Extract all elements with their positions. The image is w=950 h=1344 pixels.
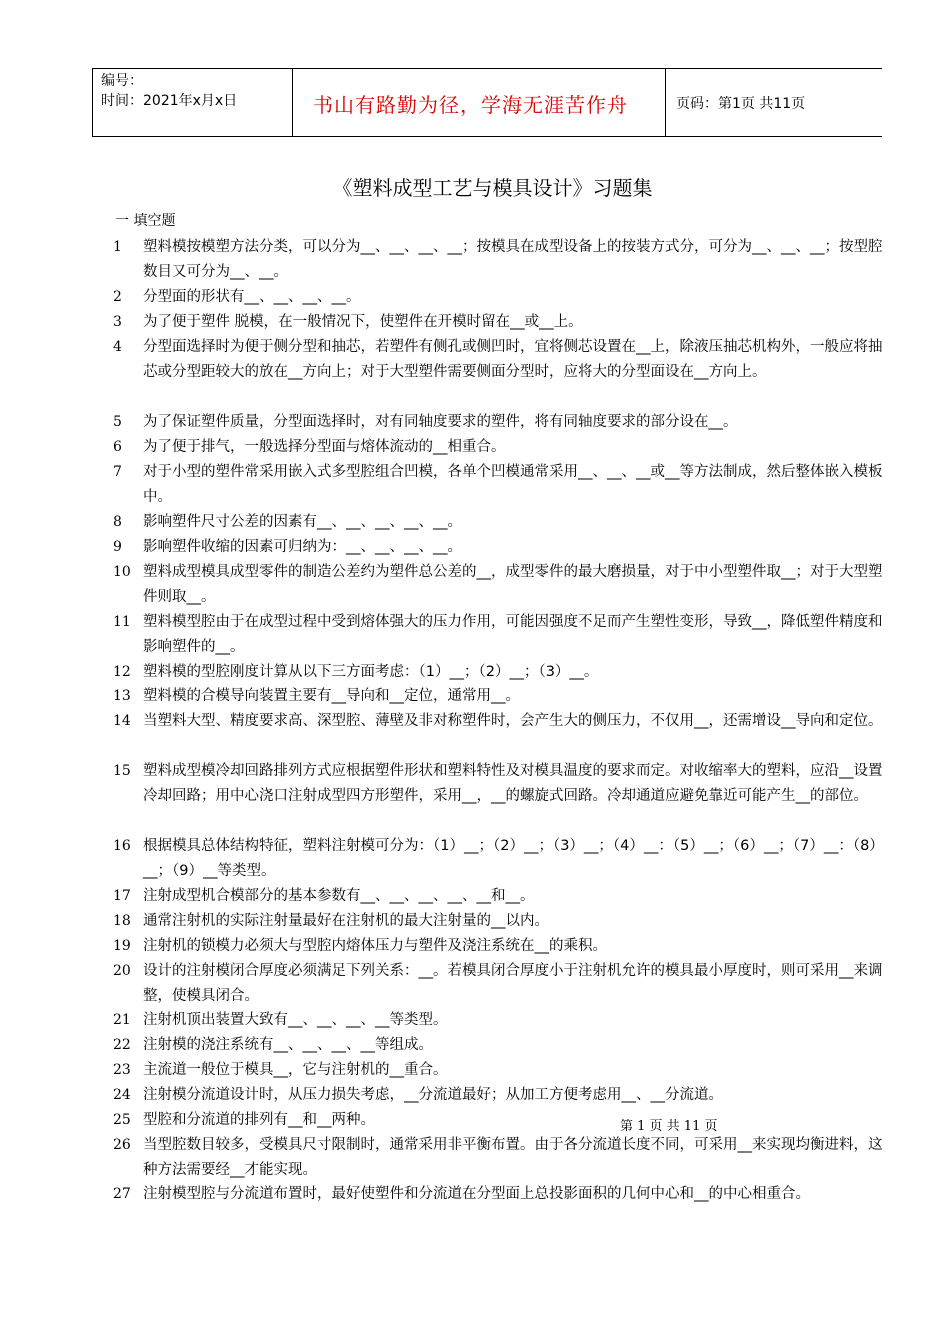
header-motto-cell: [293, 69, 666, 136]
question-number: 12: [113, 664, 131, 680]
question-item: [113, 310, 883, 335]
question-number: 7: [113, 464, 122, 480]
question-number: 18: [113, 913, 131, 929]
question-item: [113, 435, 883, 460]
question-text: 对于小型的塑件常采用嵌入式多型腔组合凹模，各单个凹模通常采用__、__、__或__等方法制成，然后整体嵌入模板中。: [143, 464, 883, 505]
question-item: [113, 460, 883, 509]
question-text: 当型腔数目较多，受模具尺寸限制时，通常采用非平衡布置。由于各分流道长度不同，可采用__来实现均衡进料，这种方法需要经__才能实现。: [143, 1137, 883, 1178]
question-item: [113, 285, 883, 310]
question-number: 21: [113, 1012, 131, 1028]
question-number: 9: [113, 539, 122, 555]
question-text: 通常注射机的实际注射量最好在注射机的最大注射量的__以内。: [143, 913, 549, 929]
question-item: [113, 759, 883, 808]
question-item: [113, 934, 883, 959]
header-info-cell: [92, 69, 293, 136]
question-text: 注射模型腔与分流道布置时，最好使塑件和分流道在分型面上总投影面积的几何中心和__的中心相重合。: [143, 1186, 810, 1202]
question-number: 16: [113, 838, 131, 854]
question-text: 型腔和分流道的排列有__和__两种。: [143, 1112, 375, 1128]
header-table: [92, 68, 882, 137]
question-number: 19: [113, 938, 131, 954]
question-number: 24: [113, 1087, 131, 1103]
question-item: [113, 510, 883, 535]
question-item: [113, 1182, 883, 1207]
question-number: 23: [113, 1062, 131, 1078]
question-text: 分型面选择时为便于侧分型和抽芯，若塑件有侧孔或侧凹时，宜将侧芯设置在__上，除液压抽芯机构外，一般应将抽芯或分型距较大的放在__方向上；对于大型塑件需要侧面分型时，应将大的分型面设在__方向上。: [143, 339, 883, 380]
question-text: 注射机的锁模力必须大与型腔内熔体压力与塑件及浇注系统在__的乘积。: [143, 938, 607, 954]
question-number: 13: [113, 688, 131, 704]
question-item: [113, 1083, 883, 1108]
question-text: 塑料模的型腔刚度计算从以下三方面考虑：（1）__；（2）__；（3）__。: [143, 664, 599, 680]
question-number: 17: [113, 888, 131, 904]
question-text: 当塑料大型、精度要求高、深型腔、薄壁及非对称塑件时，会产生大的侧压力，不仅用__，还需增设__导向和定位。: [143, 713, 883, 729]
question-text: 塑料成型模具成型零件的制造公差约为塑件总公差的__，成型零件的最大磨损量，对于中小型塑件取__；对于大型塑件则取__。: [143, 564, 883, 605]
page-code: 页码：第1页 共11页: [676, 96, 806, 112]
question-text: 塑料模的合模导向装置主要有__导向和__定位，通常用__。: [143, 688, 520, 704]
question-number: 8: [113, 514, 122, 530]
question-item: [113, 560, 883, 609]
question-item: [113, 1008, 883, 1033]
page-footer: 第 1 页 共 11 页: [620, 1119, 718, 1134]
question-number: 4: [113, 339, 122, 355]
code-label: 编号：: [101, 73, 143, 89]
question-text: 塑料模按模塑方法分类，可以分为__、__、__、__；按模具在成型设备上的按装方式分，可分为__、__、__；按型腔数目又可分为__、__。: [143, 239, 883, 280]
question-text: 为了便于塑件 脱模，在一般情况下，使塑件在开模时留在__或__上。: [143, 314, 583, 330]
section-heading: 一 填空题: [115, 213, 176, 229]
question-number: 1: [113, 239, 122, 255]
question-number: 14: [113, 713, 131, 729]
question-number: 11: [113, 614, 131, 630]
document-title: 《塑料成型工艺与模具设计》习题集: [332, 176, 653, 200]
question-text: 注射模分流道设计时，从压力损失考虑，__分流道最好；从加工方便考虑用__、__分流道。: [143, 1087, 723, 1103]
question-number: 22: [113, 1037, 131, 1053]
question-item: [113, 684, 883, 709]
question-item: [113, 834, 883, 883]
question-item: [113, 1033, 883, 1058]
question-text: 分型面的形状有__、__、__、__。: [143, 289, 361, 305]
question-text: 为了保证塑件质量，分型面选择时，对有同轴度要求的塑件，将有同轴度要求的部分设在__。: [143, 414, 738, 430]
motto-text: 书山有路勤为径，学海无涯苦作舟: [313, 93, 628, 117]
question-number: 26: [113, 1137, 131, 1153]
question-text: 影响塑件尺寸公差的因素有__、__、__、__、__。: [143, 514, 462, 530]
question-number: 6: [113, 439, 122, 455]
question-item: [113, 235, 883, 284]
question-item: [113, 535, 883, 560]
question-number: 10: [113, 564, 131, 580]
time-label: 时间：2021年x月x日: [101, 93, 238, 109]
question-item: [113, 1108, 883, 1133]
question-number: 3: [113, 314, 122, 330]
question-text: 注射机顶出装置大致有__、__、__、__等类型。: [143, 1012, 448, 1028]
question-item: [113, 709, 883, 734]
question-text: 注射模的浇注系统有__、__、__、__等组成。: [143, 1037, 433, 1053]
question-item: [113, 1058, 883, 1083]
question-text: 为了便于排气，一般选择分型面与熔体流动的__相重合。: [143, 439, 506, 455]
question-item: [113, 410, 883, 435]
question-number: 25: [113, 1112, 131, 1128]
question-number: 20: [113, 963, 131, 979]
question-item: [113, 610, 883, 659]
question-text: 塑料模型腔由于在成型过程中受到熔体强大的压力作用，可能因强度不足而产生塑性变形，导致__，降低塑件精度和影响塑件的__。: [143, 614, 883, 655]
question-item: [113, 884, 883, 909]
question-text: 根据模具总体结构特征，塑料注射模可分为：（1）__；（2）__；（3）__；（4）__：（5）__；（6）__；（7）__：（8）__；（9）__等类型。: [143, 838, 877, 879]
question-number: 5: [113, 414, 122, 430]
question-text: 塑料成型模冷却回路排列方式应根据塑件形状和塑料特性及对模具温度的要求而定。对收缩率大的塑料，应沿__设置冷却回路；用中心浇口注射成型四方形塑件，采用__，__的螺旋式回路。冷却通道应避免靠近可能产生__的部位。: [143, 763, 883, 804]
question-number: 2: [113, 289, 122, 305]
question-text: 注射成型机合模部分的基本参数有__、__、__、__、__和__。: [143, 888, 535, 904]
question-item: [113, 959, 883, 1008]
question-item: [113, 335, 883, 384]
question-text: 影响塑件收缩的因素可归纳为：__、__、__、__。: [143, 539, 462, 555]
question-number: 15: [113, 763, 131, 779]
question-text: 主流道一般位于模具__，它与注射机的__重合。: [143, 1062, 448, 1078]
question-number: 27: [113, 1186, 131, 1202]
question-item: [113, 660, 883, 685]
question-text: 设计的注射模闭合厚度必须满足下列关系：__。若模具闭合厚度小于注射机允许的模具最小厚度时，则可采用__来调整，使模具闭合。: [143, 963, 883, 1004]
question-item: [113, 909, 883, 934]
header-page-cell: [666, 69, 882, 136]
question-item: [113, 1133, 883, 1182]
